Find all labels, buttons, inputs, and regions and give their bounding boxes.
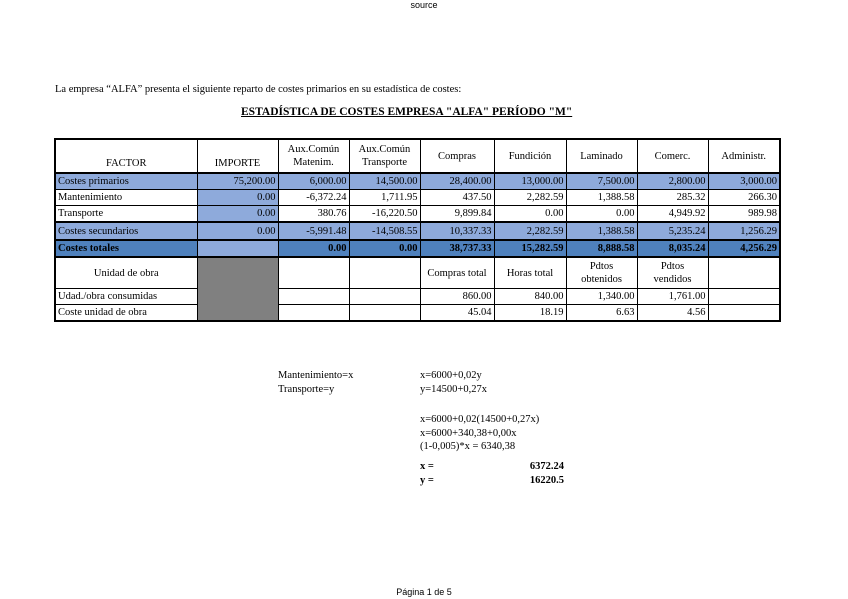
cell	[278, 257, 349, 289]
cell: -14,508.55	[349, 222, 420, 240]
table-row	[55, 190, 780, 206]
row-label: Transporte	[55, 206, 197, 223]
row-label: Coste unidad de obra	[55, 305, 197, 322]
equation-line: Mantenimiento=x	[278, 370, 354, 381]
cell: 0.00	[494, 206, 566, 223]
cell: 0.00	[197, 222, 278, 240]
row-label: Costes primarios	[55, 173, 197, 190]
table-row	[55, 206, 780, 223]
cell: 18.19	[494, 305, 566, 322]
cell: Pdtos vendidos	[637, 257, 708, 289]
cell: 4,949.92	[637, 206, 708, 223]
unit-row	[55, 257, 780, 289]
cell: 7,500.00	[566, 173, 637, 190]
cell	[278, 289, 349, 305]
cell: 1,388.58	[566, 222, 637, 240]
cell: 989.98	[708, 206, 780, 223]
row-label: Unidad de obra	[55, 257, 197, 289]
header-aux-transporte: Aux.Común Transporte	[349, 139, 420, 173]
y-result-value: 16220.5	[529, 475, 564, 486]
equation-definitions	[278, 369, 353, 396]
header-compras: Compras	[420, 139, 494, 173]
header-fundicion: Fundición	[494, 139, 566, 173]
cost-statistics-table	[54, 138, 781, 322]
cell: 4.56	[637, 305, 708, 322]
cell: 15,282.59	[494, 240, 566, 257]
table-row	[55, 240, 780, 257]
cell: 0.00	[197, 206, 278, 223]
table-title: ESTADÍSTICA DE COSTES EMPRESA "ALFA" PERÍODO "M"	[241, 106, 573, 118]
cell: 10,337.33	[420, 222, 494, 240]
row-label: Costes totales	[55, 240, 197, 257]
intro-text: La empresa “ALFA” presenta el siguiente reparto de costes primarios en su estadística de costes:	[55, 84, 462, 95]
cell: 5,235.24	[637, 222, 708, 240]
cell: 38,737.33	[420, 240, 494, 257]
y-result-label: y =	[420, 475, 434, 486]
table-row	[55, 173, 780, 190]
cell: 1,388.58	[566, 190, 637, 206]
equation-line: Transporte=y	[278, 383, 335, 395]
header-aux-mantenimiento: Aux.Común Matenim.	[278, 139, 349, 173]
row-label: Mantenimiento	[55, 190, 197, 206]
cell: 8,888.58	[566, 240, 637, 257]
cell: 840.00	[494, 289, 566, 305]
cell: 6,000.00	[278, 173, 349, 190]
header-importe: IMPORTE	[197, 139, 278, 173]
cell	[708, 305, 780, 322]
cell: 1,711.95	[349, 190, 420, 206]
cell: 28,400.00	[420, 173, 494, 190]
cell	[708, 289, 780, 305]
cell: 285.32	[637, 190, 708, 206]
cell: 266.30	[708, 190, 780, 206]
table-row	[55, 222, 780, 240]
cell: 0.00	[278, 240, 349, 257]
cell	[349, 257, 420, 289]
equation-line: x=6000+0,02(14500+0,27x)	[420, 414, 540, 425]
header-comerc: Comerc.	[637, 139, 708, 173]
cell	[708, 257, 780, 289]
cell	[349, 289, 420, 305]
cell: 380.76	[278, 206, 349, 223]
cell: 4,256.29	[708, 240, 780, 257]
grey-cell	[197, 257, 278, 321]
cell: 6.63	[566, 305, 637, 322]
cell: 1,256.29	[708, 222, 780, 240]
x-result-value: 6372.24	[529, 461, 564, 472]
header-row	[55, 139, 780, 173]
cell	[349, 305, 420, 322]
cell: Pdtos obtenidos	[566, 257, 637, 289]
header-factor: FACTOR	[55, 139, 197, 173]
equation-line: x=6000+0,02y	[420, 370, 482, 381]
cell: 13,000.00	[494, 173, 566, 190]
equation-line: x=6000+340,38+0,00x	[420, 427, 517, 439]
cell: 8,035.24	[637, 240, 708, 257]
header-laminado: Laminado	[566, 139, 637, 173]
cell: 14,500.00	[349, 173, 420, 190]
row-label: Costes secundarios	[55, 222, 197, 240]
cell: 75,200.00	[197, 173, 278, 190]
page-footer: Página 1 de 5	[396, 587, 452, 597]
cell: 2,282.59	[494, 222, 566, 240]
cell: -5,991.48	[278, 222, 349, 240]
cell: -6,372.24	[278, 190, 349, 206]
cell: 1,340.00	[566, 289, 637, 305]
equation-line: (1-0,005)*x = 6340,38	[420, 441, 516, 453]
row-label: Udad./obra consumidas	[55, 289, 197, 305]
cell: 0.00	[197, 190, 278, 206]
cell	[278, 305, 349, 322]
x-result-label: x =	[420, 461, 434, 472]
cell: 45.04	[420, 305, 494, 322]
equation-system	[420, 369, 487, 396]
cell: -16,220.50	[349, 206, 420, 223]
equation-solution	[420, 413, 539, 454]
cell: 0.00	[566, 206, 637, 223]
cell: Horas total	[494, 257, 566, 289]
cell: 1,761.00	[637, 289, 708, 305]
consumed-row	[55, 289, 780, 305]
cell: Compras total	[420, 257, 494, 289]
cell: 0.00	[349, 240, 420, 257]
equation-line: y=14500+0,27x	[420, 383, 487, 395]
header-administr: Administr.	[708, 139, 780, 173]
page-header: source	[410, 0, 438, 10]
cell: 2,800.00	[637, 173, 708, 190]
cell: 860.00	[420, 289, 494, 305]
cell: 437.50	[420, 190, 494, 206]
cost-row	[55, 305, 780, 322]
cell: 9,899.84	[420, 206, 494, 223]
cell: 2,282.59	[494, 190, 566, 206]
cell	[197, 240, 278, 257]
cell: 3,000.00	[708, 173, 780, 190]
